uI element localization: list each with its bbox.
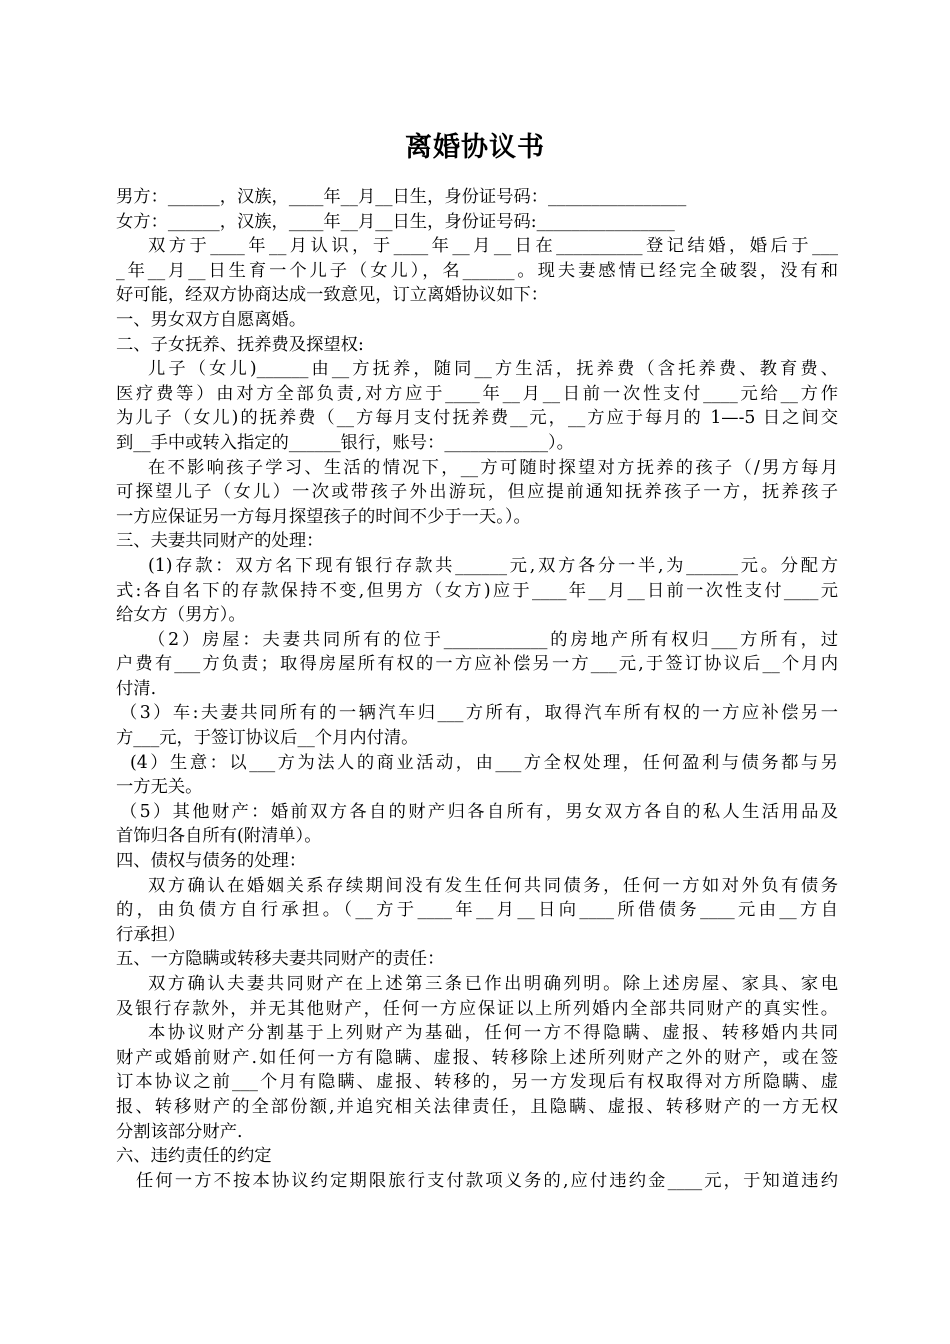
- document-line: 到__手中或转入指定的______银行，账号：____________）。: [116, 432, 574, 453]
- document-line: 财产或婚前财产.如任何一方有隐瞒、虚报、转移除上述所列财产之外的财产，或在签: [116, 1047, 838, 1068]
- document-line: 户费有___方负责；取得房屋所有权的一方应补偿另一方___元,于签订协议后__个月内: [116, 654, 838, 675]
- document-title: 离婚协议书: [405, 132, 545, 163]
- document-line: 及银行存款外，并无其他财产，任何一方应保证以上所列婚内全部共同财产的真实性。: [116, 998, 838, 1019]
- document-line: 双方确认在婚姻关系存续期间没有发生任何共同债务，任何一方如对外负有债务: [148, 875, 838, 896]
- document-line: 为儿子（女儿)的抚养费（__方每月支付抚养费__元，__方应于每月的 1—-5 日之间交: [116, 408, 838, 429]
- document-line: 双方确认夫妻共同财产在上述第三条已作出明确列明。除上述房屋、家具、家电: [148, 974, 838, 994]
- document-line: 五、一方隐瞒或转移夫妻共同财产的责任：: [116, 949, 445, 970]
- document-line: 三、夫妻共同财产的处理：: [116, 531, 324, 552]
- document-line: 报、转移财产的全部份额,并追究相关法律责任，且隐瞒、虚报、转移财产的一方无权: [116, 1096, 838, 1117]
- document-line: 本协议财产分割基于上列财产为基础，任何一方不得隐瞒、虚报、转移婚内共同: [148, 1023, 838, 1044]
- document-line: 一方无关。: [116, 777, 203, 798]
- document-line: 好可能，经双方协商达成一致意见，订立离婚协议如下：: [116, 285, 549, 306]
- document-line: 行承担）: [116, 924, 186, 945]
- document-line: 四、债权与债务的处理：: [116, 851, 307, 872]
- document-line: 给女方（男方）。: [116, 605, 246, 626]
- document-line: 订本协议之前___个月有隐瞒、虚报、转移的，另一方发现后有权取得对方所隐瞒、虚: [116, 1072, 838, 1093]
- document-line: 任何一方不按本协议约定期限旅行支付款项义务的,应付违约金____元，于知道违约: [136, 1170, 838, 1191]
- document-line: 二、子女抚养、抚养费及探望权:: [116, 334, 364, 355]
- document-line: 男方：______，汉族，____年__月__日生，身份证号码：________________: [116, 187, 687, 207]
- document-line: 方___元，于签订协议后__个月内付清。: [116, 728, 419, 749]
- document-line: 双方于____年__月认识，于____年__月__日在__________登记结婚，婚后于___: [148, 236, 838, 257]
- document-line: 在不影响孩子学习、生活的情况下，__方可随时探望对方抚养的孩子（/男方每月: [148, 457, 838, 478]
- document-line: 一、男女双方自愿离婚。: [116, 309, 307, 330]
- document-line: 六、违约责任的约定: [116, 1146, 272, 1167]
- document-line: _年__月__日生育一个儿子（女儿），名______。现夫妻感情已经完全破裂，没有和: [116, 260, 838, 281]
- document-line: 女方：______，汉族，____年__月__日生，身份证号码:________________: [116, 211, 675, 232]
- document-line: 付清.: [116, 678, 157, 699]
- document-line: 式:各自名下的存款保持不变,但男方（女方)应于____年__月__日前一次性支付____元: [116, 580, 838, 601]
- document-line: 一方应保证另一方每月探望孩子的时间不少于一天。）。: [116, 506, 531, 527]
- document-line: （3）车:夫妻共同所有的一辆汽车归___方所有，取得汽车所有权的一方应补偿另一: [120, 703, 838, 724]
- document-line: 可探望儿子（女儿）一次或带孩子外出游玩，但应提前通知抚养孩子一方，抚养孩子: [116, 482, 838, 503]
- document-line: 分割该部分财产.: [116, 1121, 243, 1142]
- document-line: 医疗费等）由对方全部负责,对方应于____年__月__日前一次性支付____元给__方作: [116, 383, 838, 404]
- document-body: [116, 185, 838, 1193]
- document-line: 儿子（女儿)______由__方抚养，随同__方生活，抚养费（含托养费、教育费、: [148, 359, 838, 380]
- document-line: （5）其他财产：婚前双方各自的财产归各自所有，男女双方各自的私人生活用品及: [120, 801, 838, 822]
- document-line: (4）生意：以___方为法人的商业活动，由___方全权处理，任何盈利与债务都与另: [130, 752, 838, 773]
- document-line: 的，由负债方自行承担。（__方于____年__月__日向____所借债务____元由__方自: [116, 900, 838, 921]
- document-line: (1)存款：双方名下现有银行存款共______元,双方各分一半,为______元。分配方: [148, 555, 838, 576]
- document-line: （2）房屋：夫妻共同所有的位于____________的房地产所有权归___方所有，过: [148, 629, 838, 650]
- document-line: 首饰归各自所有(附清单）。: [116, 826, 322, 847]
